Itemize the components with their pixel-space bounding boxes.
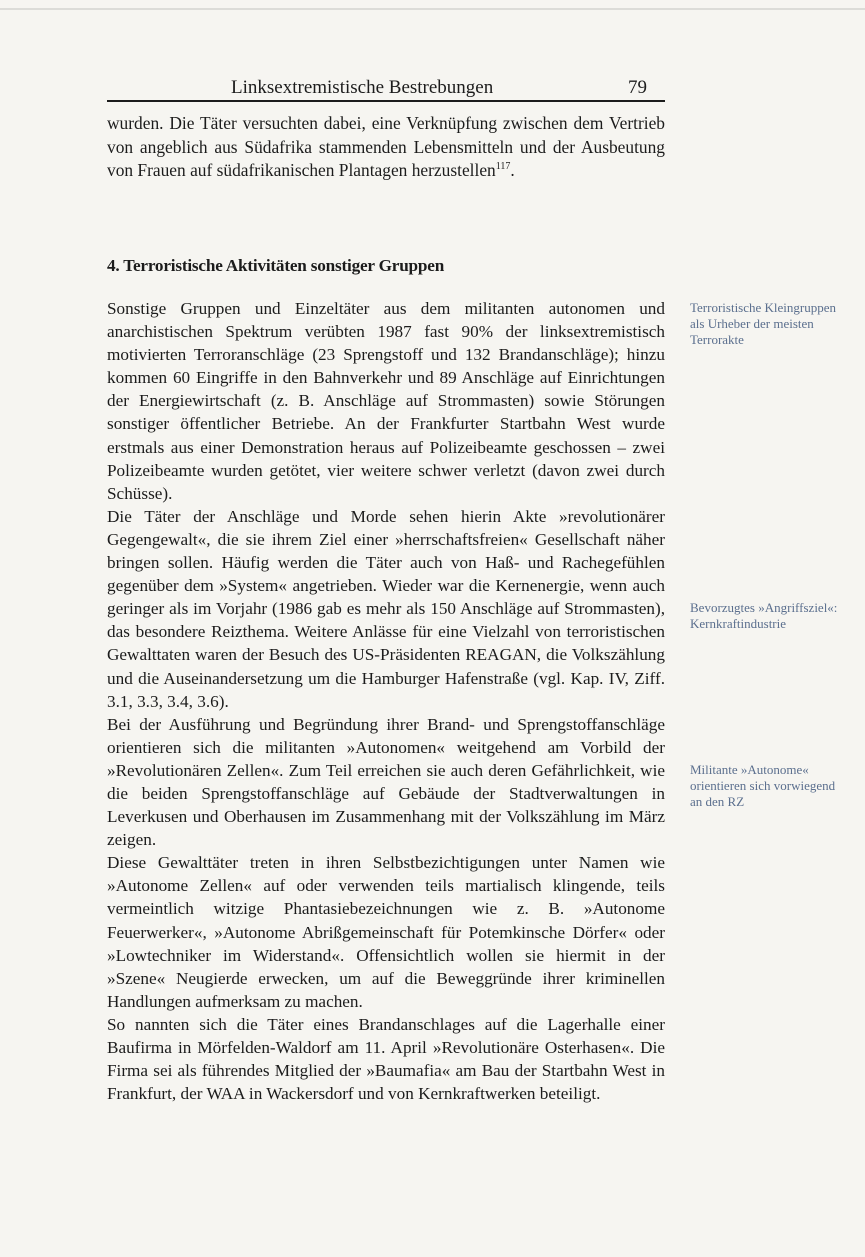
margin-note-1: Terroristische Kleingruppen als Urheber der meisten Terrorakte bbox=[690, 300, 837, 347]
footnote-ref: 117 bbox=[495, 161, 511, 173]
running-header-title: Linksextremistische Bestrebungen bbox=[231, 77, 494, 98]
margin-note-3: Militante »Autonome« orientieren sich vorwiegend an den RZ bbox=[690, 762, 836, 809]
paragraph-5: So nannten sich die Täter eines Brandanschlages auf die Lagerhalle einer Baufirma in Mörfelden-Waldorf am 11. April »Revolutionäre Osterhasen«. Die Firma sei als führendes Mitglied der »Baumafia« am Bau der Startbahn West in Frankfurt, der WAA in Wackersdorf und von Kernkraftwerken beteiligt. bbox=[107, 1014, 665, 1104]
running-header bbox=[107, 76, 667, 100]
intro-end: . bbox=[510, 160, 515, 181]
intro-text: wurden. Die Täter versuchten dabei, eine Verknüpfung zwischen dem Vertrieb von angeblich aus Südafrika stammenden Lebensmitteln und der Ausbeutung von Frauen auf südafrikanischen Plantagen herzustellen bbox=[107, 113, 665, 181]
intro-paragraph bbox=[107, 112, 665, 183]
section-heading: 4. Terroristische Aktivitäten sonstiger Gruppen bbox=[107, 256, 445, 275]
page-number: 79 bbox=[628, 77, 647, 98]
scan-edge-line bbox=[0, 8, 865, 10]
margin-note-2: Bevorzugtes »Angriffsziel«: Kernkraftindustrie bbox=[690, 600, 838, 631]
header-rule bbox=[107, 100, 665, 102]
paragraph-2: Die Täter der Anschläge und Morde sehen hierin Akte »revolutionärer Gegengewalt«, die sie ihrem Ziel einer »herrschaftsfreien« Gesellschaft näher bringen sollen. Häufig werden die Täter auch von Haß- und Rachegefühlen gegenüber dem »System« angetrieben. Wieder war die Kernenergie, wenn auch geringer als im Vorjahr (1986 gab es mehr als 150 Anschläge auf Strommasten), das besondere Reizthema. Weitere Anlässe für eine Vielzahl von terroristischen Gewalttaten waren der Besuch des US-Präsidenten REAGAN, die Volkszählung und die Auseinandersetzung um die Hamburger Hafenstraße (vgl. Kap. IV, Ziff. 3.1, 3.3, 3.4, 3.6). bbox=[107, 506, 665, 711]
paragraph-1: Sonstige Gruppen und Einzeltäter aus dem militanten autonomen und anarchistischen Spektrum verübten 1987 fast 90% der linksextremistisch motivierten Terroranschläge (23 Sprengstoff und 132 Brandanschläge); hinzu kommen 60 Eingriffe in den Bahnverkehr und 89 Anschläge auf Einrichtungen der Energiewirtschaft (z. B. Anschläge auf Strommasten) sowie Störungen sonstiger öffentlicher Betriebe. An der Frankfurter Startbahn West wurde erstmals aus einer Demonstration heraus auf Polizeibeamte geschossen – zwei Polizeibeamte wurden getötet, vier weitere schwer verletzt (davon zwei durch Schüsse). bbox=[107, 299, 665, 503]
section-body bbox=[107, 297, 665, 1105]
paragraph-3: Bei der Ausführung und Begründung ihrer Brand- und Sprengstoffanschläge orientieren sich die militanten »Autonomen« weitgehend am Vorbild der »Revolutionären Zellen«. Zum Teil erreichen sie auch deren Gefährlichkeit, wie die beiden Sprengstoffanschläge auf Gebäude der Stadtverwaltungen in Leverkusen und Oberhausen im Zusammenhang mit der Volkszählung im März zeigen. bbox=[107, 714, 665, 850]
paragraph-4: Diese Gewalttäter treten in ihren Selbstbezichtigungen unter Namen wie »Autonome Zellen« auf oder verwenden teils martialisch klingende, teils vermeintlich witzige Phantasiebezeichnungen wie z. B. »Autonome Feuerwerker«, »Autonome Abrißgemeinschaft für Potemkinsche Dörfer« oder »Lowtechniker im Widerstand«. Offensichtlich wollen sie hiermit in der »Szene« Neugierde erwecken, um auf die Beweggründe ihrer kriminellen Handlungen aufmerksam zu machen. bbox=[107, 853, 665, 1011]
